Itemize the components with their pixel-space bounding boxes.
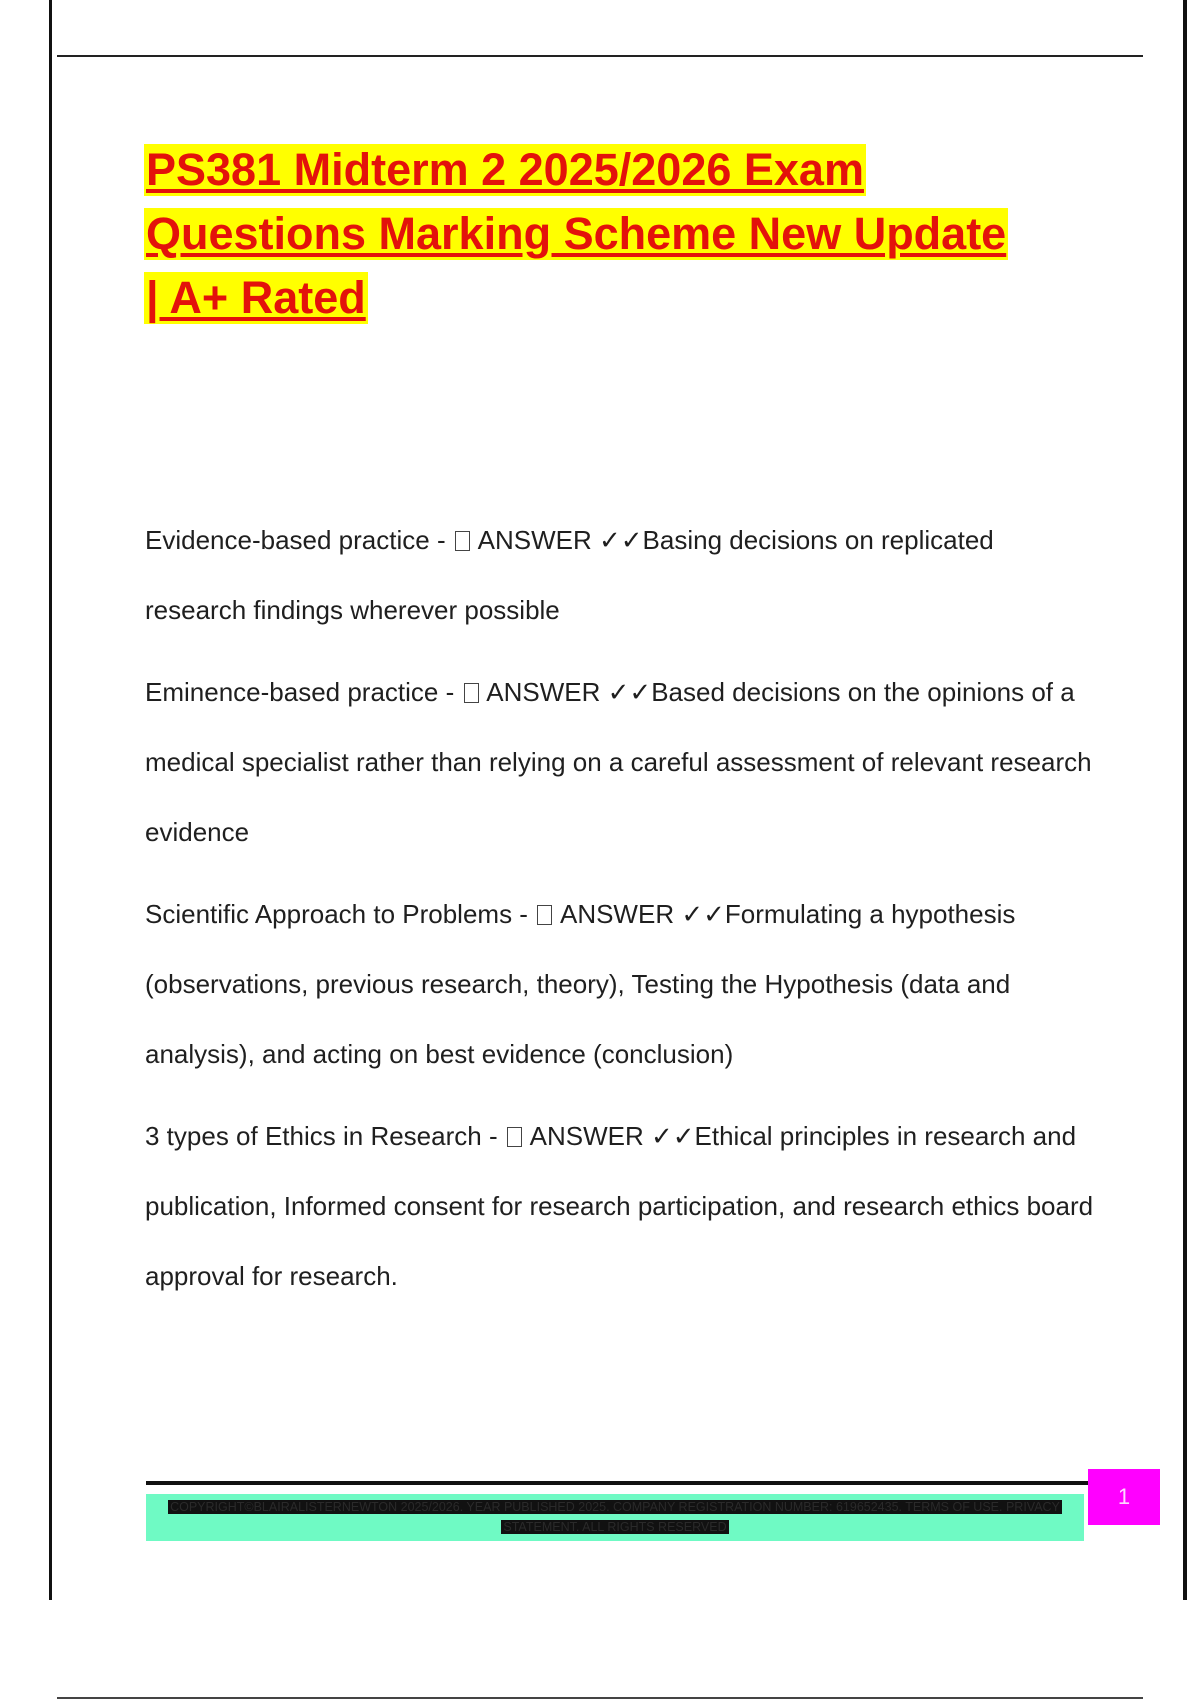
qa-item <box>145 657 1095 867</box>
page-number: 1 <box>1088 1469 1160 1525</box>
page-border-left <box>49 0 52 1600</box>
title-line: | A+ Rated <box>146 272 366 323</box>
missing-glyph-icon <box>455 531 470 551</box>
qa-separator: - <box>512 899 536 929</box>
missing-glyph-icon <box>537 905 552 925</box>
qa-item <box>145 879 1095 1089</box>
qa-answer: Based decisions on the opinions of a medical specialist rather than relying on a careful assessment of relevant research evidence <box>145 677 1092 847</box>
qa-answer: Formulating a hypothesis (observations, previous research, theory), Testing the Hypothesis (data and analysis), and acting on best evidence (conclusion) <box>145 899 1016 1069</box>
answer-label: ANSWER ✓✓ <box>471 525 643 555</box>
answer-label: ANSWER ✓✓ <box>523 1121 695 1151</box>
footer-rule <box>146 1481 1088 1485</box>
copyright-footer <box>146 1494 1084 1541</box>
qa-item <box>145 1101 1095 1311</box>
qa-list <box>145 505 1095 1323</box>
missing-glyph-icon <box>507 1127 522 1147</box>
document-title <box>144 144 1094 336</box>
page-border-right <box>1183 0 1187 1600</box>
qa-answer: Ethical principles in research and publication, Informed consent for research participation, and research ethics board approval for research. <box>145 1121 1094 1291</box>
next-page-rule <box>57 1697 1143 1699</box>
qa-term: Scientific Approach to Problems <box>145 899 513 929</box>
title-line: Questions Marking Scheme New Update <box>146 208 1007 259</box>
header-rule <box>57 55 1143 57</box>
qa-term: Eminence-based practice <box>145 677 439 707</box>
qa-term: 3 types of Ethics in Research <box>145 1121 482 1151</box>
qa-separator: - <box>429 525 453 555</box>
answer-label: ANSWER ✓✓ <box>554 899 725 929</box>
copyright-text: COPYRIGHT©BLAIRALISTERNEWTON 2025/2026. YEAR PUBLISHED 2025. COMPANY REGISTRATION NUMBER: 619652435. TERMS OF USE. PRIVACY STATEMENT. ALL RIGHTS RESERVED <box>170 1500 1060 1534</box>
answer-label: ANSWER ✓✓ <box>480 677 652 707</box>
qa-term: Evidence-based practice <box>145 525 430 555</box>
title-line: PS381 Midterm 2 2025/2026 Exam <box>146 144 864 195</box>
qa-separator: - <box>438 677 462 707</box>
qa-item <box>145 505 1095 645</box>
qa-separator: - <box>481 1121 505 1151</box>
qa-answer: Basing decisions on replicated research findings wherever possible <box>145 525 994 625</box>
missing-glyph-icon <box>464 683 479 703</box>
